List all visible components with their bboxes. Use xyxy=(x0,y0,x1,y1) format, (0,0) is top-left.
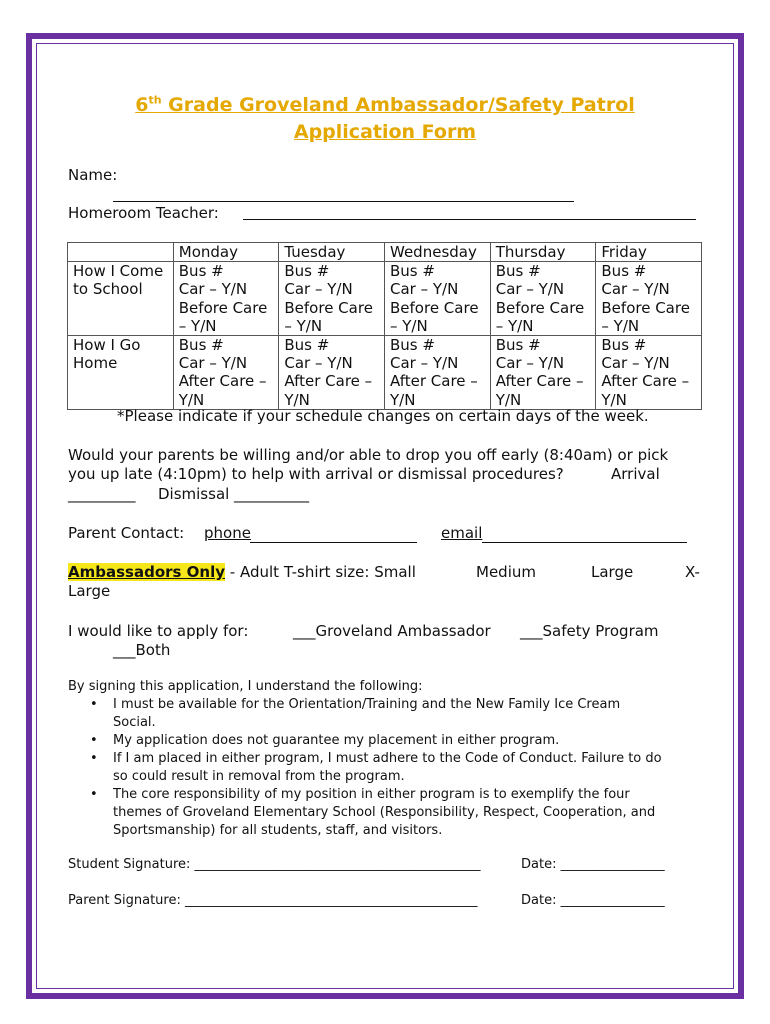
student-date-field[interactable]: Date: ________________ xyxy=(521,857,665,872)
terms-item xyxy=(68,696,708,732)
schedule-row-go xyxy=(68,336,702,410)
name-field[interactable] xyxy=(113,201,574,202)
come-thursday[interactable]: Bus # Car – Y/N Before Care – Y/N xyxy=(490,262,596,336)
terms-list xyxy=(68,696,708,840)
question-line-2: you up late (4:10pm) to help with arrival or dismissal procedures? xyxy=(68,465,564,483)
phone-label: phone xyxy=(204,524,251,542)
title-superscript: th xyxy=(148,93,162,107)
dismissal-field[interactable]: __________ xyxy=(234,485,309,503)
go-thursday[interactable]: Bus # Car – Y/N After Care – Y/N xyxy=(490,336,596,410)
question-line-1: Would your parents be willing and/or able to drop you off early (8:40am) or pick xyxy=(68,446,669,464)
form-title xyxy=(68,92,702,118)
size-large[interactable]: Large xyxy=(591,563,634,581)
schedule-note: *Please indicate if your schedule changes on certain days of the week. xyxy=(117,407,649,425)
dismissal-label: Dismissal xyxy=(158,485,230,503)
email-field[interactable] xyxy=(482,542,687,543)
apply-safety-option[interactable]: ___Safety Program xyxy=(520,622,659,640)
terms-intro: By signing this application, I understand the following: xyxy=(68,679,423,694)
student-signature-field[interactable]: Student Signature: ____________________________________________ xyxy=(68,857,481,872)
homeroom-label: Homeroom Teacher: xyxy=(68,204,219,222)
size-medium[interactable]: Medium xyxy=(476,563,536,581)
day-thursday: Thursday xyxy=(490,243,596,262)
parent-date-field[interactable]: Date: ________________ xyxy=(521,893,665,908)
go-tuesday[interactable]: Bus # Car – Y/N After Care – Y/N xyxy=(279,336,385,410)
parent-signature-field[interactable]: Parent Signature: _____________________________________________ xyxy=(68,893,478,908)
bullet-icon: • xyxy=(90,697,98,712)
title-text: Grade Groveland Ambassador/Safety Patrol xyxy=(161,94,635,116)
bullet-icon: • xyxy=(90,787,98,802)
parent-contact-label: Parent Contact: xyxy=(68,524,185,542)
title-number: 6 xyxy=(135,94,149,116)
day-wednesday: Wednesday xyxy=(385,243,491,262)
apply-ambassador-option[interactable]: ___Groveland Ambassador xyxy=(293,622,491,640)
row-label-go: How I Go Home xyxy=(68,336,174,410)
email-label: email xyxy=(441,524,483,542)
schedule-header-row xyxy=(68,243,702,262)
terms-item xyxy=(68,732,708,750)
come-monday[interactable]: Bus # Car – Y/N Before Care – Y/N xyxy=(173,262,279,336)
schedule-corner xyxy=(68,243,174,262)
size-xlarge-a[interactable]: X- xyxy=(685,563,700,581)
apply-both-option[interactable]: ___Both xyxy=(113,641,171,659)
schedule-row-come xyxy=(68,262,702,336)
arrival-label: Arrival xyxy=(611,465,660,483)
day-monday: Monday xyxy=(173,243,279,262)
tshirt-line xyxy=(68,563,416,582)
come-wednesday[interactable]: Bus # Car – Y/N Before Care – Y/N xyxy=(385,262,491,336)
day-tuesday: Tuesday xyxy=(279,243,385,262)
go-wednesday[interactable]: Bus # Car – Y/N After Care – Y/N xyxy=(385,336,491,410)
go-monday[interactable]: Bus # Car – Y/N After Care – Y/N xyxy=(173,336,279,410)
ambassadors-only-highlight: Ambassadors Only xyxy=(68,563,226,581)
terms-item-text: The core responsibility of my position in either program is to exemplify the four themes of Groveland Elementary School (Responsibility, Respect, Cooperation, and Sportsmanship) for all students, staff, and visitors. xyxy=(113,787,656,838)
tshirt-size-text: - Adult T-shirt size: Small xyxy=(225,563,416,581)
bullet-icon: • xyxy=(90,733,98,748)
size-xlarge-b[interactable]: Large xyxy=(68,582,111,600)
terms-item xyxy=(68,786,708,840)
come-tuesday[interactable]: Bus # Car – Y/N Before Care – Y/N xyxy=(279,262,385,336)
terms-item-text: My application does not guarantee my placement in either program. xyxy=(113,733,560,748)
name-label: Name: xyxy=(68,166,118,184)
apply-label: I would like to apply for: xyxy=(68,622,249,640)
bullet-icon: • xyxy=(90,751,98,766)
form-subtitle: Application Form xyxy=(293,121,477,143)
schedule-table xyxy=(67,242,702,410)
arrival-field[interactable]: _________ xyxy=(68,485,136,503)
come-friday[interactable]: Bus # Car – Y/N Before Care – Y/N xyxy=(596,262,702,336)
row-label-come: How I Come to School xyxy=(68,262,174,336)
phone-field[interactable] xyxy=(250,542,417,543)
terms-item-text: If I am placed in either program, I must adhere to the Code of Conduct. Failure to do so could result in removal from the program. xyxy=(113,751,662,784)
go-friday[interactable]: Bus # Car – Y/N After Care – Y/N xyxy=(596,336,702,410)
homeroom-field[interactable] xyxy=(243,219,696,220)
terms-item xyxy=(68,750,708,786)
day-friday: Friday xyxy=(596,243,702,262)
terms-item-text: I must be available for the Orientation/Training and the New Family Ice Cream Social. xyxy=(113,697,621,730)
